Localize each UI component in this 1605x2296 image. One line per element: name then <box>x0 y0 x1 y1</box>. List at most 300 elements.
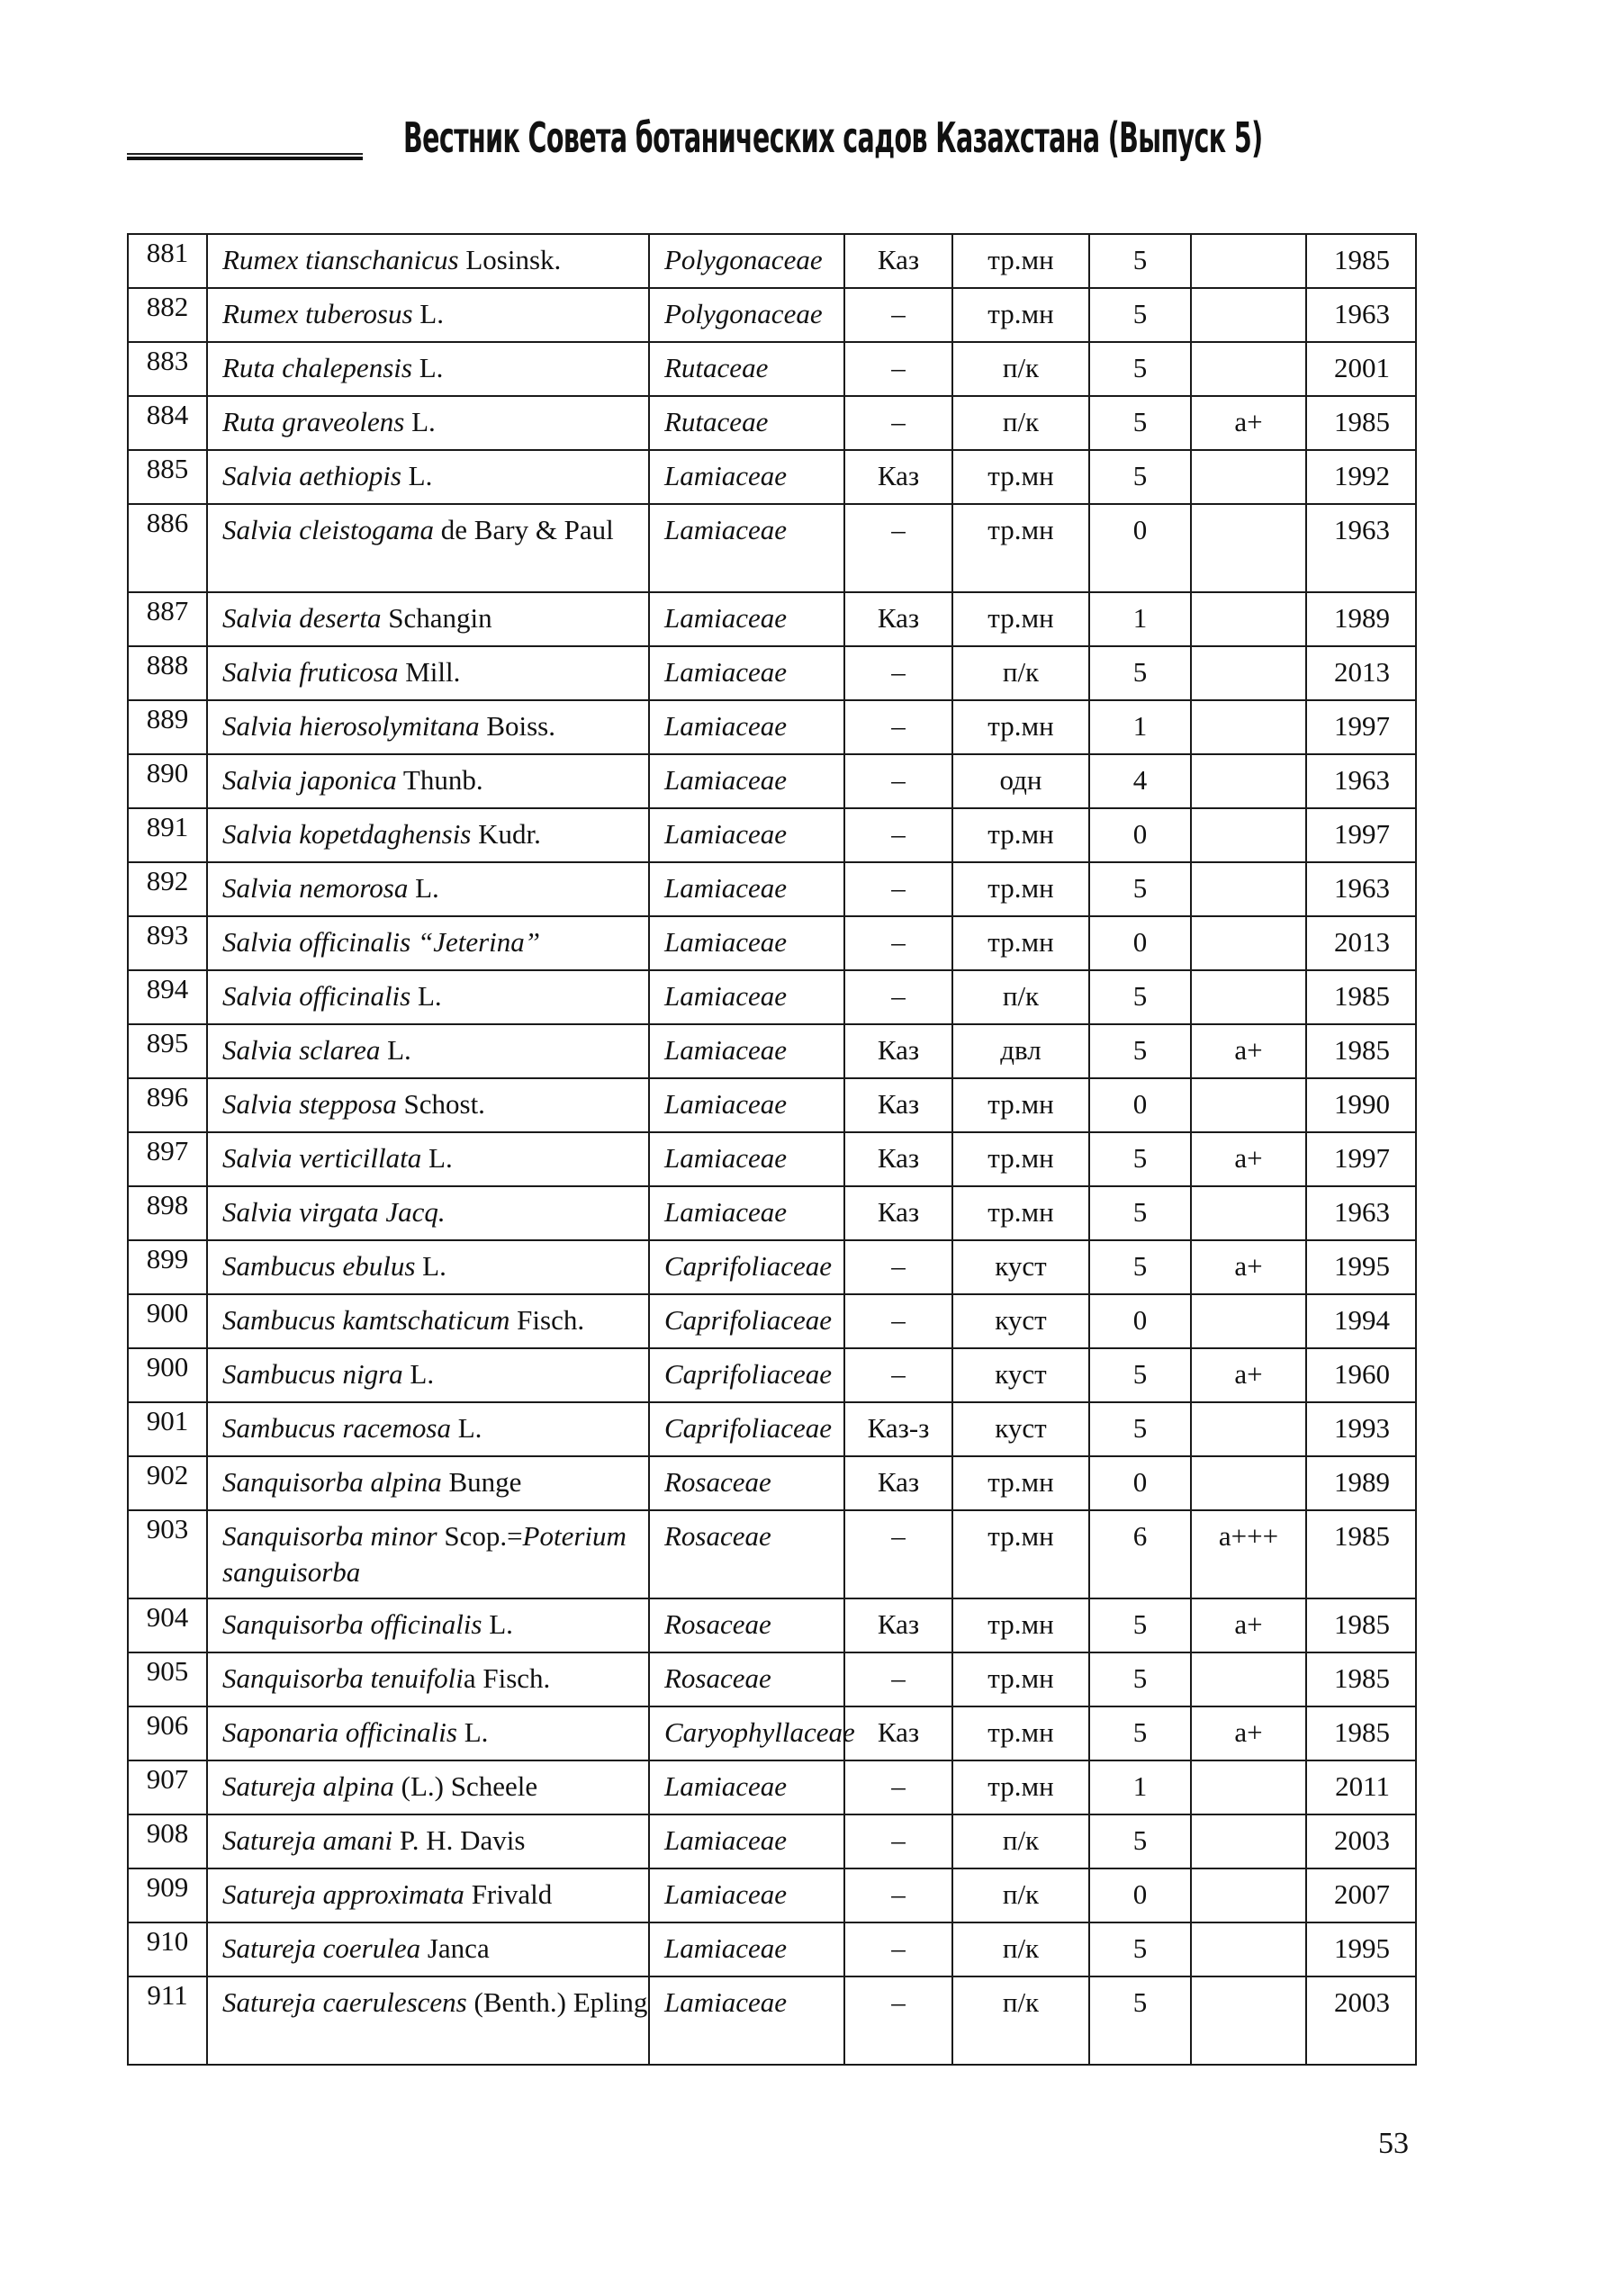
taxon-latin: Sambucus ebulus <box>222 1250 416 1282</box>
life-form: п/к <box>952 342 1089 396</box>
family: Rosaceae <box>649 1456 844 1510</box>
kazakhstan-status: – <box>844 1868 952 1922</box>
family: Lamiaceae <box>649 970 844 1024</box>
introduction-year: 1995 <box>1306 1240 1416 1294</box>
species-table <box>127 233 1417 2066</box>
header-rule <box>127 153 363 161</box>
table-row <box>128 1078 1416 1132</box>
life-form: тр.мн <box>952 916 1089 970</box>
score: 5 <box>1089 450 1191 504</box>
table-row <box>128 1814 1416 1868</box>
life-form: п/к <box>952 1976 1089 2065</box>
introduction-year: 1985 <box>1306 1024 1416 1078</box>
taxon-author: L. <box>411 352 444 383</box>
kazakhstan-status: Каз <box>844 1598 952 1652</box>
taxon-latin: Sambucus racemosa <box>222 1412 451 1444</box>
family: Lamiaceae <box>649 1078 844 1132</box>
row-number: 887 <box>128 592 207 646</box>
score: 5 <box>1089 970 1191 1024</box>
taxon-latin: Sanquisorba tenuifoli <box>222 1662 464 1694</box>
row-number: 884 <box>128 396 207 450</box>
row-number: 896 <box>128 1078 207 1132</box>
taxon-author: L. <box>401 460 433 491</box>
use-rating <box>1191 1456 1306 1510</box>
taxon-latin: Salvia deserta <box>222 602 382 634</box>
introduction-year: 1993 <box>1306 1402 1416 1456</box>
score: 5 <box>1089 1402 1191 1456</box>
row-number: 903 <box>128 1510 207 1598</box>
row-number: 904 <box>128 1598 207 1652</box>
table-row <box>128 234 1416 288</box>
introduction-year: 2001 <box>1306 342 1416 396</box>
family: Lamiaceae <box>649 862 844 916</box>
use-rating: а+ <box>1191 1598 1306 1652</box>
score: 5 <box>1089 342 1191 396</box>
life-form: тр.мн <box>952 1652 1089 1706</box>
score: 0 <box>1089 504 1191 592</box>
life-form: куст <box>952 1348 1089 1402</box>
family: Lamiaceae <box>649 754 844 808</box>
kazakhstan-status: – <box>844 970 952 1024</box>
table-row <box>128 1456 1416 1510</box>
taxon-name <box>207 288 649 342</box>
life-form: тр.мн <box>952 862 1089 916</box>
taxon-latin: Sanquisorba alpina <box>222 1466 442 1498</box>
use-rating: а+ <box>1191 396 1306 450</box>
use-rating <box>1191 1868 1306 1922</box>
introduction-year: 2003 <box>1306 1814 1416 1868</box>
family: Lamiaceae <box>649 808 844 862</box>
taxon-latin: Saponaria officinalis <box>222 1716 457 1748</box>
taxon-author: L. <box>421 1142 453 1174</box>
taxon-name <box>207 1652 649 1706</box>
taxon-latin: Salvia virgata Jacq. <box>222 1196 446 1228</box>
family: Caprifoliaceae <box>649 1348 844 1402</box>
score: 5 <box>1089 1652 1191 1706</box>
taxon-author: L. <box>380 1034 411 1066</box>
life-form: тр.мн <box>952 1760 1089 1814</box>
use-rating <box>1191 646 1306 700</box>
life-form: куст <box>952 1294 1089 1348</box>
introduction-year: 1963 <box>1306 862 1416 916</box>
taxon-author: L. <box>456 1716 489 1748</box>
family: Lamiaceae <box>649 1976 844 2065</box>
life-form: тр.мн <box>952 1510 1089 1598</box>
introduction-year: 1995 <box>1306 1922 1416 1976</box>
journal-title: Вестник Совета ботанических садов Казахстана (Выпуск 5) <box>403 113 1263 162</box>
introduction-year: 1985 <box>1306 1706 1416 1760</box>
kazakhstan-status: – <box>844 396 952 450</box>
row-number: 886 <box>128 504 207 592</box>
kazakhstan-status: – <box>844 288 952 342</box>
life-form: тр.мн <box>952 1598 1089 1652</box>
taxon-name <box>207 1598 649 1652</box>
kazakhstan-status: – <box>844 1922 952 1976</box>
taxon-name <box>207 396 649 450</box>
taxon-name <box>207 970 649 1024</box>
introduction-year: 1989 <box>1306 592 1416 646</box>
score: 5 <box>1089 646 1191 700</box>
table-row <box>128 646 1416 700</box>
taxon-latin: Salvia kopetdaghensis <box>222 818 472 850</box>
table-row <box>128 862 1416 916</box>
score: 6 <box>1089 1510 1191 1598</box>
taxon-author: Scop.= <box>437 1520 523 1552</box>
kazakhstan-status: – <box>844 916 952 970</box>
use-rating <box>1191 970 1306 1024</box>
row-number: 900 <box>128 1348 207 1402</box>
life-form: двл <box>952 1024 1089 1078</box>
taxon-name <box>207 1976 649 2065</box>
family: Lamiaceae <box>649 592 844 646</box>
taxon-name <box>207 916 649 970</box>
table-row <box>128 504 1416 592</box>
taxon-latin: Satureja alpina <box>222 1770 394 1802</box>
life-form: тр.мн <box>952 504 1089 592</box>
kazakhstan-status: Каз <box>844 592 952 646</box>
table-row <box>128 1706 1416 1760</box>
table-row <box>128 1024 1416 1078</box>
taxon-author: Schangin <box>381 602 492 634</box>
kazakhstan-status: – <box>844 504 952 592</box>
table-row <box>128 1186 1416 1240</box>
taxon-name <box>207 1348 649 1402</box>
family: Caprifoliaceae <box>649 1240 844 1294</box>
row-number: 885 <box>128 450 207 504</box>
row-number: 897 <box>128 1132 207 1186</box>
introduction-year: 1997 <box>1306 700 1416 754</box>
table-row <box>128 1132 1416 1186</box>
taxon-name <box>207 1868 649 1922</box>
taxon-name <box>207 1078 649 1132</box>
score: 5 <box>1089 1814 1191 1868</box>
table-row <box>128 1976 1416 2065</box>
kazakhstan-status: – <box>844 1814 952 1868</box>
score: 5 <box>1089 1922 1191 1976</box>
taxon-latin: Salvia officinalis <box>222 980 411 1012</box>
score: 1 <box>1089 592 1191 646</box>
table-row <box>128 1510 1416 1598</box>
use-rating: а+ <box>1191 1706 1306 1760</box>
taxon-latin: Sanquisorba minor <box>222 1520 437 1552</box>
taxon-latin: Salvia japonica <box>222 764 397 796</box>
taxon-latin: Salvia verticillata <box>222 1142 422 1174</box>
score: 5 <box>1089 1598 1191 1652</box>
family: Lamiaceae <box>649 504 844 592</box>
score: 5 <box>1089 234 1191 288</box>
score: 0 <box>1089 1078 1191 1132</box>
row-number: 905 <box>128 1652 207 1706</box>
use-rating: а+ <box>1191 1024 1306 1078</box>
kazakhstan-status: – <box>844 1976 952 2065</box>
use-rating <box>1191 234 1306 288</box>
taxon-latin: Satureja coerulea <box>222 1932 421 1964</box>
taxon-author: de Bary & Paul <box>434 514 614 545</box>
taxon-latin: Sanquisorba officinalis <box>222 1608 482 1640</box>
table-row <box>128 592 1416 646</box>
life-form: п/к <box>952 396 1089 450</box>
use-rating <box>1191 1186 1306 1240</box>
use-rating <box>1191 1078 1306 1132</box>
kazakhstan-status: – <box>844 1760 952 1814</box>
taxon-name <box>207 1922 649 1976</box>
life-form: тр.мн <box>952 1132 1089 1186</box>
table-row <box>128 808 1416 862</box>
taxon-author: L. <box>402 1358 435 1390</box>
use-rating <box>1191 504 1306 592</box>
taxon-latin: Salvia officinalis “Jeterina” <box>222 926 541 958</box>
score: 0 <box>1089 808 1191 862</box>
score: 0 <box>1089 1456 1191 1510</box>
taxon-author: Thunb. <box>396 764 483 796</box>
row-number: 892 <box>128 862 207 916</box>
kazakhstan-status: Каз <box>844 1186 952 1240</box>
taxon-author: L. <box>404 406 436 437</box>
taxon-synonym: Poterium sanguisorba <box>222 1520 627 1588</box>
taxon-name <box>207 754 649 808</box>
kazakhstan-status: Каз <box>844 1132 952 1186</box>
table-row <box>128 1240 1416 1294</box>
kazakhstan-status: – <box>844 700 952 754</box>
family: Polygonaceae <box>649 288 844 342</box>
score: 0 <box>1089 916 1191 970</box>
use-rating: а+ <box>1191 1240 1306 1294</box>
taxon-latin: Salvia aethiopis <box>222 460 401 491</box>
score: 5 <box>1089 1240 1191 1294</box>
taxon-author: L. <box>412 298 444 329</box>
table-row <box>128 1402 1416 1456</box>
family: Caprifoliaceae <box>649 1402 844 1456</box>
taxon-author: Janca <box>420 1932 490 1964</box>
introduction-year: 1997 <box>1306 1132 1416 1186</box>
row-number: 889 <box>128 700 207 754</box>
taxon-name <box>207 1186 649 1240</box>
taxon-author: Schost. <box>396 1088 485 1120</box>
taxon-name <box>207 1706 649 1760</box>
kazakhstan-status: – <box>844 1348 952 1402</box>
use-rating <box>1191 1760 1306 1814</box>
taxon-latin: Salvia hierosolymitana <box>222 710 480 742</box>
family: Lamiaceae <box>649 1024 844 1078</box>
life-form: тр.мн <box>952 1456 1089 1510</box>
score: 5 <box>1089 1186 1191 1240</box>
taxon-name <box>207 1294 649 1348</box>
table-row <box>128 754 1416 808</box>
kazakhstan-status: – <box>844 754 952 808</box>
family: Lamiaceae <box>649 1814 844 1868</box>
taxon-author: a Fisch. <box>463 1662 551 1694</box>
table-row <box>128 1652 1416 1706</box>
introduction-year: 1997 <box>1306 808 1416 862</box>
life-form: п/к <box>952 1868 1089 1922</box>
table-row <box>128 1348 1416 1402</box>
taxon-name <box>207 808 649 862</box>
kazakhstan-status: Каз <box>844 1024 952 1078</box>
taxon-author: P. H. Davis <box>392 1824 526 1856</box>
score: 1 <box>1089 1760 1191 1814</box>
row-number: 908 <box>128 1814 207 1868</box>
table-row <box>128 1294 1416 1348</box>
table-row <box>128 342 1416 396</box>
use-rating: а+ <box>1191 1132 1306 1186</box>
taxon-name <box>207 700 649 754</box>
row-number: 898 <box>128 1186 207 1240</box>
family: Lamiaceae <box>649 916 844 970</box>
taxon-author: L. <box>482 1608 513 1640</box>
life-form: тр.мн <box>952 234 1089 288</box>
introduction-year: 1960 <box>1306 1348 1416 1402</box>
introduction-year: 1985 <box>1306 396 1416 450</box>
taxon-author: (Benth.) Epling <box>466 1986 648 2018</box>
taxon-name <box>207 646 649 700</box>
row-number: 910 <box>128 1922 207 1976</box>
life-form: п/к <box>952 646 1089 700</box>
kazakhstan-status: – <box>844 1240 952 1294</box>
kazakhstan-status: Каз <box>844 1706 952 1760</box>
life-form: п/к <box>952 970 1089 1024</box>
life-form: тр.мн <box>952 700 1089 754</box>
taxon-latin: Rumex tuberosus <box>222 298 413 329</box>
life-form: куст <box>952 1402 1089 1456</box>
family: Lamiaceae <box>649 1922 844 1976</box>
table-row <box>128 700 1416 754</box>
taxon-latin: Salvia fruticosa <box>222 656 399 688</box>
family: Lamiaceae <box>649 1760 844 1814</box>
life-form: п/к <box>952 1922 1089 1976</box>
table-row <box>128 450 1416 504</box>
use-rating <box>1191 1976 1306 2065</box>
taxon-name <box>207 234 649 288</box>
family: Rosaceae <box>649 1598 844 1652</box>
score: 5 <box>1089 1976 1191 2065</box>
family: Caprifoliaceae <box>649 1294 844 1348</box>
use-rating <box>1191 1814 1306 1868</box>
taxon-author: L. <box>415 1250 446 1282</box>
use-rating <box>1191 700 1306 754</box>
table-row <box>128 288 1416 342</box>
row-number: 900 <box>128 1294 207 1348</box>
taxon-name <box>207 1814 649 1868</box>
table-row <box>128 1868 1416 1922</box>
introduction-year: 1992 <box>1306 450 1416 504</box>
taxon-author: Losinsk. <box>458 244 562 275</box>
family: Rosaceae <box>649 1510 844 1598</box>
taxon-author: Bunge <box>441 1466 522 1498</box>
life-form: тр.мн <box>952 592 1089 646</box>
taxon-name <box>207 1024 649 1078</box>
score: 4 <box>1089 754 1191 808</box>
row-number: 890 <box>128 754 207 808</box>
taxon-name <box>207 1510 649 1598</box>
use-rating <box>1191 288 1306 342</box>
family: Lamiaceae <box>649 700 844 754</box>
taxon-author: Fisch. <box>509 1304 585 1336</box>
family: Rutaceae <box>649 342 844 396</box>
table-row <box>128 1760 1416 1814</box>
kazakhstan-status: – <box>844 1510 952 1598</box>
taxon-name <box>207 342 649 396</box>
kazakhstan-status: – <box>844 862 952 916</box>
introduction-year: 1985 <box>1306 234 1416 288</box>
use-rating <box>1191 754 1306 808</box>
introduction-year: 1985 <box>1306 970 1416 1024</box>
family: Polygonaceae <box>649 234 844 288</box>
taxon-author: L. <box>410 980 442 1012</box>
taxon-latin: Sambucus nigra <box>222 1358 403 1390</box>
introduction-year: 1985 <box>1306 1598 1416 1652</box>
row-number: 894 <box>128 970 207 1024</box>
family: Lamiaceae <box>649 1132 844 1186</box>
introduction-year: 1963 <box>1306 288 1416 342</box>
use-rating <box>1191 1402 1306 1456</box>
family: Rosaceae <box>649 1652 844 1706</box>
life-form: тр.мн <box>952 450 1089 504</box>
taxon-latin: Rumex tianschanicus <box>222 244 459 275</box>
taxon-latin: Salvia stepposa <box>222 1088 397 1120</box>
taxon-name <box>207 1760 649 1814</box>
taxon-latin: Ruta chalepensis <box>222 352 412 383</box>
taxon-name <box>207 1132 649 1186</box>
use-rating <box>1191 342 1306 396</box>
introduction-year: 2007 <box>1306 1868 1416 1922</box>
life-form: куст <box>952 1240 1089 1294</box>
table-row <box>128 1598 1416 1652</box>
introduction-year: 1985 <box>1306 1652 1416 1706</box>
life-form: п/к <box>952 1814 1089 1868</box>
row-number: 902 <box>128 1456 207 1510</box>
taxon-latin: Satureja caerulescens <box>222 1986 467 2018</box>
taxon-name <box>207 504 649 592</box>
taxon-author: (L.) Scheele <box>393 1770 538 1802</box>
taxon-author: Frivald <box>464 1878 553 1910</box>
row-number: 882 <box>128 288 207 342</box>
kazakhstan-status: Каз <box>844 450 952 504</box>
life-form: тр.мн <box>952 808 1089 862</box>
taxon-author: L. <box>408 872 439 904</box>
taxon-name <box>207 450 649 504</box>
introduction-year: 1989 <box>1306 1456 1416 1510</box>
use-rating <box>1191 450 1306 504</box>
row-number: 893 <box>128 916 207 970</box>
table-row <box>128 916 1416 970</box>
use-rating <box>1191 862 1306 916</box>
kazakhstan-status: Каз <box>844 1456 952 1510</box>
life-form: тр.мн <box>952 1706 1089 1760</box>
score: 0 <box>1089 1868 1191 1922</box>
taxon-name <box>207 862 649 916</box>
family: Lamiaceae <box>649 646 844 700</box>
taxon-author: Boiss. <box>479 710 555 742</box>
row-number: 883 <box>128 342 207 396</box>
kazakhstan-status: Каз <box>844 1078 952 1132</box>
score: 5 <box>1089 862 1191 916</box>
use-rating <box>1191 916 1306 970</box>
taxon-author: L. <box>451 1412 482 1444</box>
taxon-latin: Sambucus kamtschaticum <box>222 1304 510 1336</box>
introduction-year: 1963 <box>1306 504 1416 592</box>
row-number: 895 <box>128 1024 207 1078</box>
table-body <box>128 234 1416 2065</box>
introduction-year: 1994 <box>1306 1294 1416 1348</box>
row-number: 901 <box>128 1402 207 1456</box>
kazakhstan-status: – <box>844 1294 952 1348</box>
family: Rutaceae <box>649 396 844 450</box>
page-number: 53 <box>1378 2127 1409 2160</box>
row-number: 888 <box>128 646 207 700</box>
score: 0 <box>1089 1294 1191 1348</box>
table-row <box>128 970 1416 1024</box>
taxon-latin: Satureja approximata <box>222 1878 464 1910</box>
